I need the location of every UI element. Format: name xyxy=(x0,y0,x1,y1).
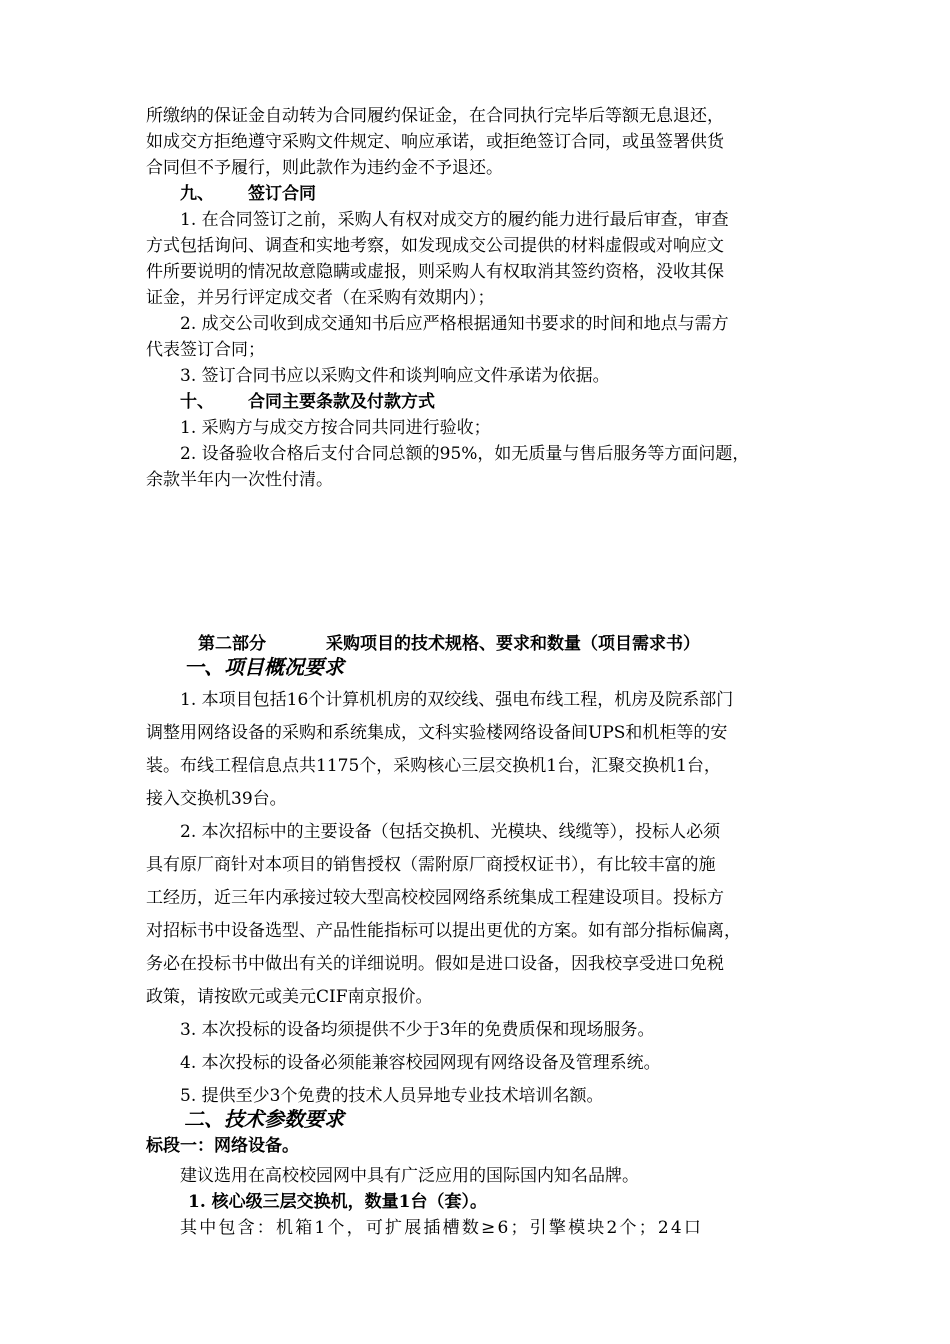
lot-heading: 标段一：网络设备。 xyxy=(146,1136,299,1156)
paragraph-line: 2. 本次招标中的主要设备（包括交换机、光模块、线缆等），投标人必须 xyxy=(180,822,721,842)
paragraph-line: 3. 本次投标的设备均须提供不少于3年的免费质保和现场服务。 xyxy=(180,1020,655,1040)
paragraph-line: 政策，请按欧元或美元CIF南京报价。 xyxy=(146,987,433,1007)
paragraph-line: 工经历，近三年内承接过较大型高校校园网络系统集成工程建设项目。投标方 xyxy=(146,888,724,908)
paragraph-line: 余款半年内一次性付清。 xyxy=(146,470,333,490)
item-heading: 1. 核心级三层交换机，数量1台（套）。 xyxy=(188,1192,487,1212)
paragraph-line: 调整用网络设备的采购和系统集成，文科实验楼网络设备间UPS和机柜等的安 xyxy=(146,723,728,743)
paragraph-line: 2. 成交公司收到成交通知书后应严格根据通知书要求的时间和地点与需方 xyxy=(180,314,729,334)
section-heading-9 xyxy=(180,182,316,206)
paragraph-line: 5. 提供至少3个免费的技术人员异地专业技术培训名额。 xyxy=(180,1086,604,1106)
paragraph-line: 对招标书中设备选型、产品性能指标可以提出更优的方案。如有部分指标偏离， xyxy=(146,921,741,941)
section-number: 十、 xyxy=(180,392,214,412)
paragraph-line: 1. 采购方与成交方按合同共同进行验收； xyxy=(180,418,491,438)
paragraph-line: 其中包含：机箱1个，可扩展插槽数≥6；引擎模块2个；24口 xyxy=(180,1218,704,1238)
paragraph-line: 装。布线工程信息点共1175个，采购核心三层交换机1台，汇聚交换机1台， xyxy=(146,756,721,776)
paragraph-line: 证金，并另行评定成交者（在采购有效期内）； xyxy=(146,288,495,308)
part-heading xyxy=(198,632,700,656)
paragraph-line: 1. 在合同签订之前，采购人有权对成交方的履约能力进行最后审查，审查 xyxy=(180,210,729,230)
part-title: 采购项目的技术规格、要求和数量（项目需求书） xyxy=(326,634,700,654)
heading-project-overview: 一、项目概况要求 xyxy=(184,655,344,679)
paragraph-line: 代表签订合同； xyxy=(146,340,265,360)
paragraph-line: 1. 本项目包括16个计算机机房的双绞线、强电布线工程，机房及院系部门 xyxy=(180,690,734,710)
paragraph-line: 合同但不予履行，则此款作为违约金不予退还。 xyxy=(146,158,503,178)
paragraph-line: 件所要说明的情况故意隐瞒或虚报，则采购人有权取消其签约资格，没收其保 xyxy=(146,262,724,282)
paragraph-line: 接入交换机39台。 xyxy=(146,789,287,809)
paragraph-line: 方式包括询问、调查和实地考察，如发现成交公司提供的材料虚假或对响应文 xyxy=(146,236,724,256)
paragraph-line: 4. 本次投标的设备必须能兼容校园网现有网络设备及管理系统。 xyxy=(180,1053,661,1073)
section-number: 九、 xyxy=(180,184,214,204)
paragraph-line: 所缴纳的保证金自动转为合同履约保证金，在合同执行完毕后等额无息退还， xyxy=(146,106,724,126)
heading-tech-params: 二、技术参数要求 xyxy=(184,1107,344,1131)
part-label: 第二部分 xyxy=(198,634,266,654)
paragraph-line: 2. 设备验收合格后支付合同总额的95%，如无质量与售后服务等方面问题， xyxy=(180,444,750,464)
section-title: 合同主要条款及付款方式 xyxy=(248,392,435,412)
section-title: 签订合同 xyxy=(248,184,316,204)
paragraph-line: 务必在投标书中做出有关的详细说明。假如是进口设备，因我校享受进口免税 xyxy=(146,954,724,974)
section-heading-10 xyxy=(180,390,435,414)
paragraph-line: 具有原厂商针对本项目的销售授权（需附原厂商授权证书），有比较丰富的施 xyxy=(146,855,716,875)
paragraph-line: 3. 签订合同书应以采购文件和谈判响应文件承诺为依据。 xyxy=(180,366,610,386)
paragraph-line: 如成交方拒绝遵守采购文件规定、响应承诺，或拒绝签订合同，或虽签署供货 xyxy=(146,132,724,152)
paragraph-line: 建议选用在高校校园网中具有广泛应用的国际国内知名品牌。 xyxy=(180,1166,639,1186)
